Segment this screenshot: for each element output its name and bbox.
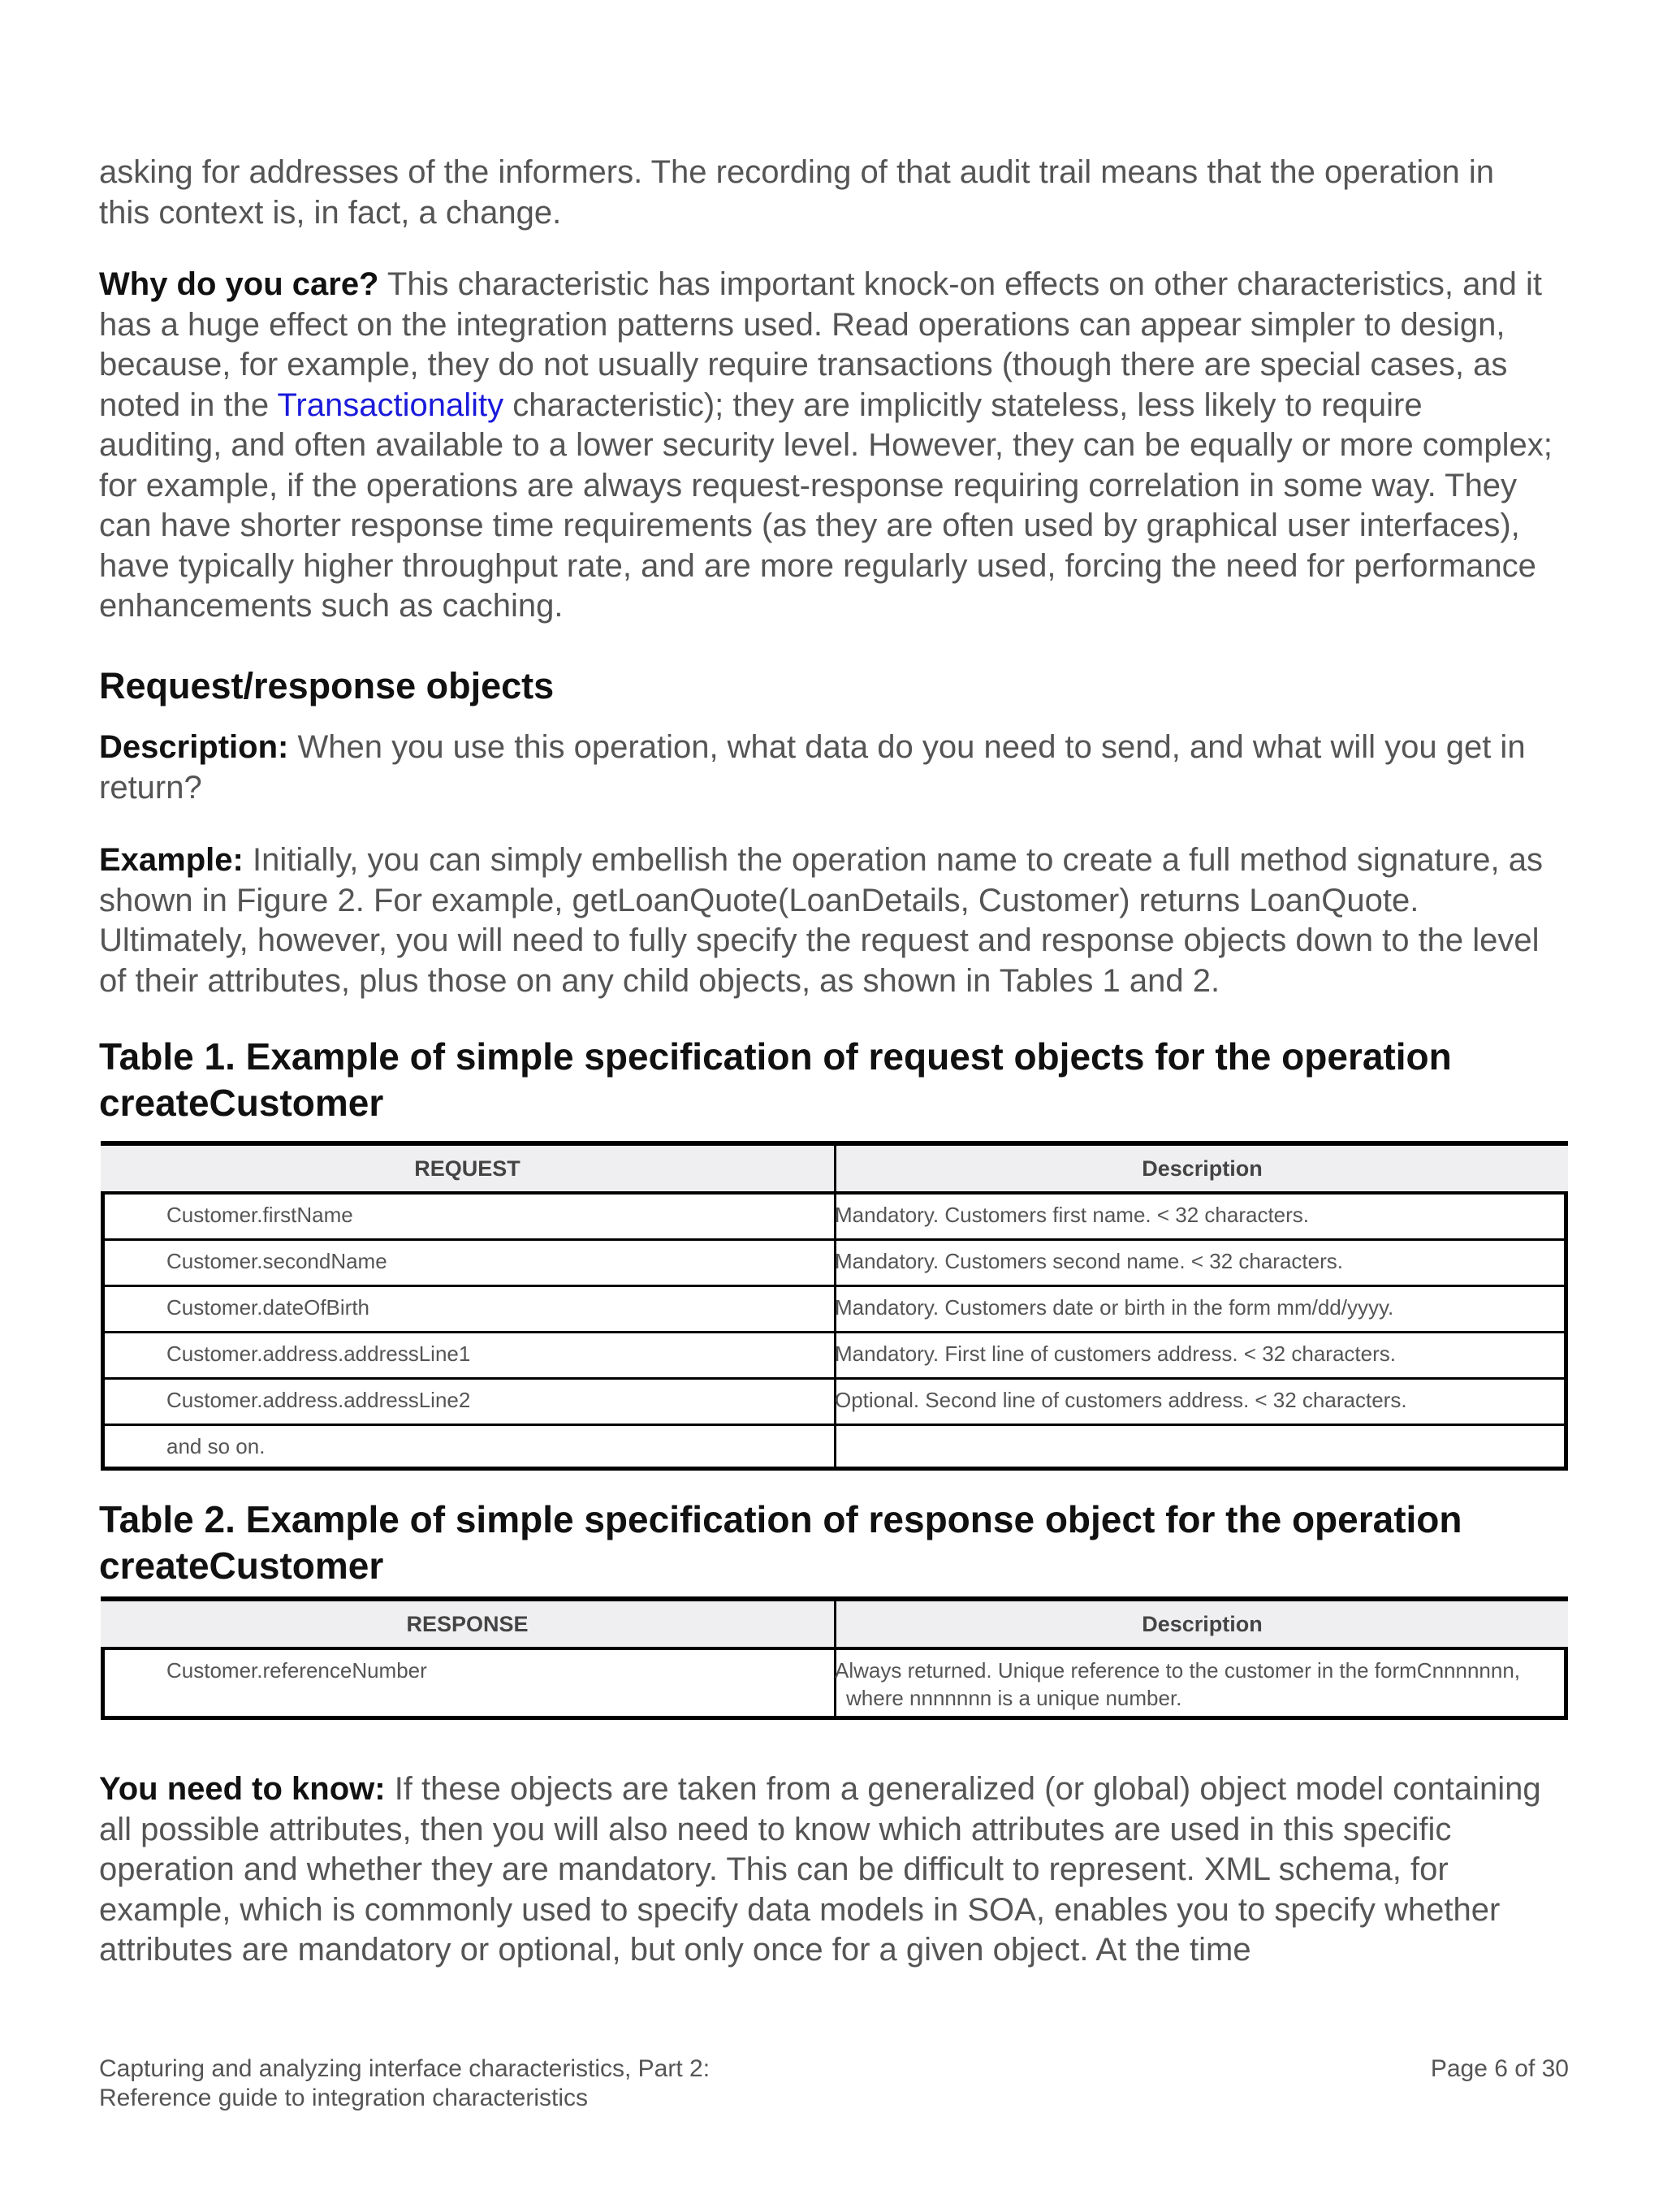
table-row (105, 1333, 1564, 1380)
intro-paragraph (99, 153, 1553, 233)
footer-title-line1: Capturing and analyzing interface characteristics, Part 2: (99, 2055, 711, 2082)
table-row (105, 1241, 1564, 1287)
need-to-know-paragraph (99, 1769, 1553, 1971)
table1-request-cell: Customer.firstName (166, 1203, 353, 1227)
description-label: Description: (99, 729, 289, 765)
example-text: Initially, you can simply embellish the operation name to create a full method signature, as shown in Figure 2. For example, getLoanQuote(LoanDetails, Customer) returns LoanQuote. Ultimately, however, you will need to fully specify the request and response objects down to the level of their attributes, plus those on any child objects, as shown in Tables 1 and 2. (99, 842, 1543, 999)
example-paragraph (99, 840, 1553, 1001)
table2-description-cell: Always returned. Unique reference to the customer in the formCnnnnnnn, (835, 1658, 1521, 1683)
table-row (105, 1650, 1564, 1716)
table2-description-cell-line2: where nnnnnnn is a unique number. (846, 1686, 1182, 1710)
why-care-paragraph (99, 265, 1553, 627)
table-row (105, 1195, 1564, 1241)
table1-body (101, 1191, 1568, 1471)
table1-description-cell: Mandatory. Customers date or birth in the form mm/dd/yyyy. (835, 1295, 1394, 1320)
description-paragraph (99, 728, 1553, 808)
why-care-text-2: characteristic); they are implicitly stateless, less likely to require auditing, and often available to a lower security level. However, they can be equally or more complex; for example, if the operations are always request-response requiring correlation in some way. They can have shorter response time requirements (as they are often used by graphical user interfaces), have typically higher throughput rate, and are more regularly used, forcing the need for performance enhancements such as caching. (99, 387, 1553, 624)
table2-body (101, 1647, 1568, 1720)
table1-header-row (101, 1146, 1568, 1191)
table-row (105, 1380, 1564, 1426)
table-row (105, 1287, 1564, 1333)
transactionality-link[interactable]: Transactionality (277, 387, 504, 423)
table1-caption: Table 1. Example of simple specification of request objects for the operation createCustomer (99, 1035, 1452, 1124)
table1-request-cell: Customer.address.addressLine1 (166, 1341, 471, 1366)
table1-description-cell: Mandatory. Customers first name. < 32 characters. (835, 1203, 1310, 1227)
example-label: Example: (99, 842, 244, 878)
description-text: When you use this operation, what data do you need to send, and what will you get in return? (99, 729, 1526, 806)
need-to-know-label: You need to know: (99, 1771, 386, 1807)
table1-request-cell: and so on. (166, 1434, 266, 1458)
table1-description-cell: Mandatory. Customers second name. < 32 characters. (835, 1249, 1343, 1273)
table2-response-cell: Customer.referenceNumber (166, 1658, 427, 1683)
table1-request-cell: Customer.address.addressLine2 (166, 1388, 471, 1412)
table1-header-request: REQUEST (414, 1156, 520, 1181)
table2-header-row (101, 1601, 1568, 1647)
section-title: Request/response objects (99, 665, 555, 706)
table1-header-description: Description (1142, 1156, 1263, 1181)
table1-description-cell: Mandatory. First line of customers address. < 32 characters. (835, 1341, 1396, 1366)
why-care-label: Why do you care? (99, 266, 379, 302)
footer-title (99, 2054, 992, 2113)
footer-title-line2: Reference guide to integration characteristics (99, 2085, 588, 2111)
intro-text: asking for addresses of the informers. The recording of that audit trail means that the operation in this context is, in fact, a change. (99, 154, 1494, 231)
why-care-text-1: This characteristic has important knock-on effects on other characteristics, and it has a huge effect on the integration patterns used. Read operations can appear simpler to design, because, for example, they do not usually require transactions (though there are special cases, as noted in the (99, 266, 1542, 423)
table1-description-cell: Optional. Second line of customers address. < 32 characters. (835, 1388, 1407, 1412)
table2-header-description: Description (1142, 1612, 1263, 1636)
page-number: Page 6 of 30 (1430, 2055, 1569, 2082)
table1-request-cell: Customer.dateOfBirth (166, 1295, 369, 1320)
table2-header-response: RESPONSE (406, 1612, 529, 1636)
table2 (101, 1596, 1568, 1718)
table1 (101, 1141, 1568, 1471)
table1-request-cell: Customer.secondName (166, 1249, 387, 1273)
table2-caption: Table 2. Example of simple specification of response object for the operation createCustomer (99, 1498, 1462, 1587)
need-to-know-text: If these objects are taken from a generalized (or global) object model containing all possible attributes, then you will also need to know which attributes are used in this specific operation and whether they are mandatory. This can be difficult to represent. XML schema, for example, which is commonly used to specify data models in SOA, enables you to specify whether attributes are mandatory or optional, but only once for a given object. At the time (99, 1771, 1541, 1968)
table-row (105, 1426, 1564, 1472)
